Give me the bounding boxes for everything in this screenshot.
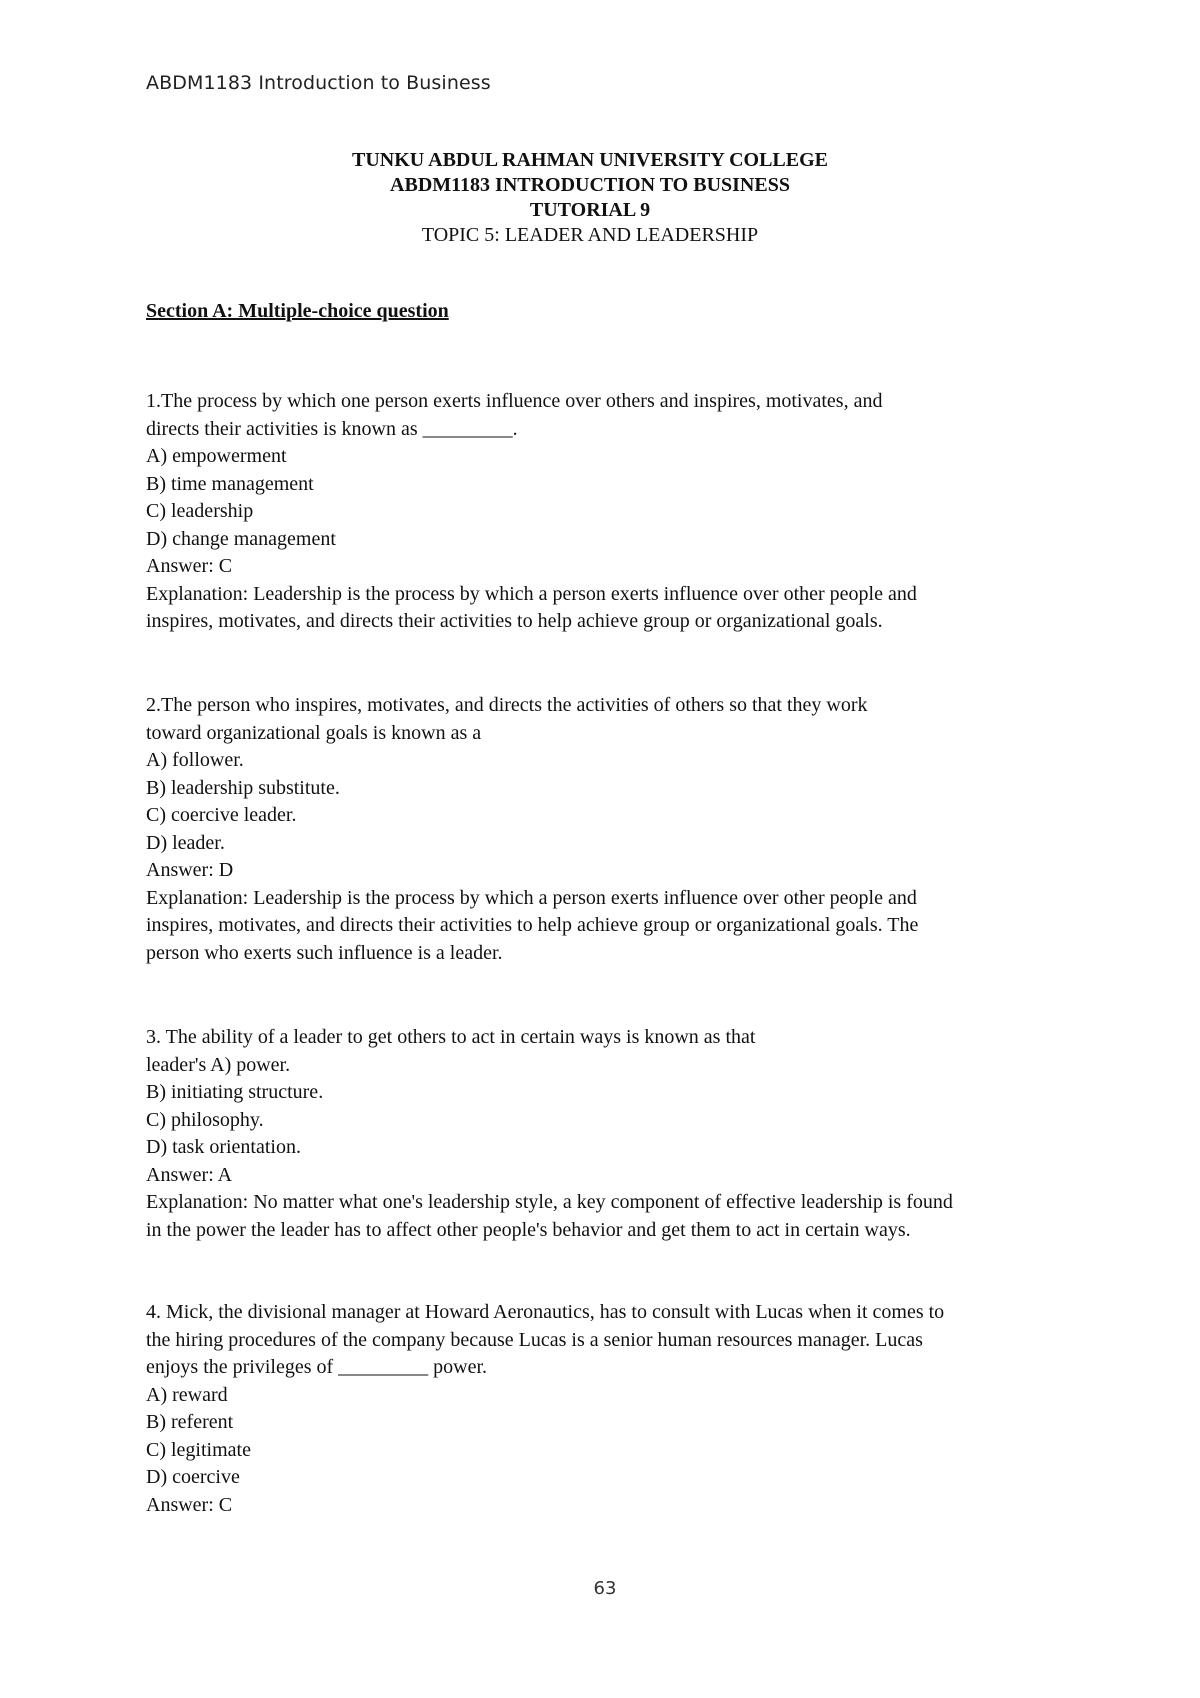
section-heading: Section A: Multiple-choice question — [146, 300, 449, 322]
explanation-line: Explanation: No matter what one's leadership style, a key component of effective leadership is found — [146, 1191, 953, 1213]
question-stem-line: 4. Mick, the divisional manager at Howard Aeronautics, has to consult with Lucas when it comes to — [146, 1301, 945, 1323]
answer-key: Answer: C — [146, 1493, 233, 1516]
question-1 — [146, 388, 1066, 636]
question-stem-line: enjoys the privileges of _________ power. — [146, 1356, 488, 1378]
answer-option: D) task orientation. — [146, 1136, 301, 1158]
question-4 — [146, 1299, 1066, 1519]
answer-key: Answer: D — [146, 859, 234, 881]
topic-title: TOPIC 5: LEADER AND LEADERSHIP — [421, 224, 759, 246]
answer-option: C) philosophy. — [146, 1108, 264, 1131]
answer-option: B) referent — [146, 1411, 234, 1433]
explanation-line: Explanation: Leadership is the process by which a person exerts influence over other people and — [146, 582, 917, 605]
answer-option: A) follower. — [146, 749, 244, 771]
answer-option: D) leader. — [146, 831, 225, 854]
question-stem-line: directs their activities is known as _________. — [146, 417, 518, 440]
question-stem-line: 2.The person who inspires, motivates, and directs the activities of others so that they work — [146, 694, 868, 716]
title-block — [0, 148, 1180, 248]
answer-key: Answer: C — [146, 555, 233, 577]
running-header: ABDM1183 Introduction to Business — [146, 72, 491, 94]
answer-option: A) reward — [146, 1383, 228, 1406]
tutorial-title: TUTORIAL 9 — [529, 199, 651, 221]
question-stem-line: leader's A) power. — [146, 1053, 291, 1076]
explanation-line: inspires, motivates, and directs their activities to help achieve group or organizational goals. — [146, 610, 883, 632]
explanation-line: inspires, motivates, and directs their activities to help achieve group or organizational goals. The — [146, 914, 919, 936]
institution-title: TUNKU ABDUL RAHMAN UNIVERSITY COLLEGE — [352, 149, 828, 171]
answer-option: C) leadership — [146, 500, 254, 522]
course-title: ABDM1183 INTRODUCTION TO BUSINESS — [390, 174, 790, 196]
answer-option: D) change management — [146, 527, 336, 550]
answer-option: C) legitimate — [146, 1438, 251, 1461]
question-2 — [146, 692, 1066, 967]
question-3 — [146, 1024, 1066, 1244]
answer-option: A) empowerment — [146, 445, 287, 467]
page-number: 63 — [593, 1578, 617, 1599]
answer-option: B) leadership substitute. — [146, 776, 340, 799]
answer-option: D) coercive — [146, 1466, 240, 1488]
question-stem-line: the hiring procedures of the company because Lucas is a senior human resources manager. Lucas — [146, 1328, 923, 1351]
question-stem-line: 3. The ability of a leader to get others to act in certain ways is known as that — [146, 1026, 756, 1048]
explanation-line: in the power the leader has to affect other people's behavior and get them to act in certain ways. — [146, 1218, 911, 1241]
answer-option: B) time management — [146, 472, 314, 495]
answer-option: C) coercive leader. — [146, 804, 297, 826]
answer-key: Answer: A — [146, 1163, 233, 1186]
question-stem-line: 1.The process by which one person exerts influence over others and inspires, motivates, and — [146, 390, 883, 412]
answer-option: B) initiating structure. — [146, 1081, 324, 1103]
question-stem-line: toward organizational goals is known as a — [146, 721, 482, 744]
explanation-line: person who exerts such influence is a leader. — [146, 941, 503, 964]
explanation-line: Explanation: Leadership is the process by which a person exerts influence over other people and — [146, 886, 917, 909]
